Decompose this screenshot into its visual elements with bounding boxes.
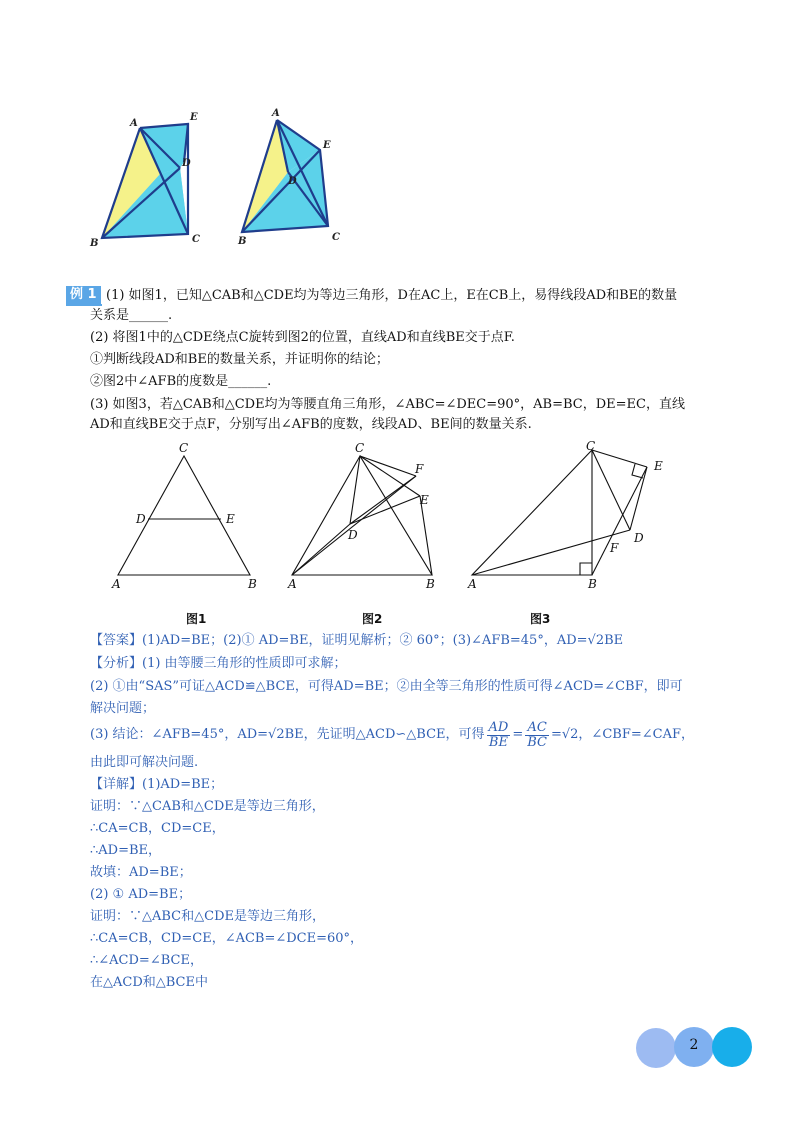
detail-line-8: ∴CA=CB，CD=CE，∠ACB=∠DCE=60°， bbox=[90, 931, 364, 946]
equals-sign: = bbox=[512, 727, 524, 742]
analysis-line-1: 【分析】(1) 由等腰三角形的性质即可求解； bbox=[90, 656, 347, 671]
left-label-A: A bbox=[130, 118, 138, 129]
fraction-ac-bc bbox=[525, 721, 549, 750]
question-line-4: ①判断线段AD和BE的数量关系，并证明你的结论； bbox=[90, 352, 389, 367]
fig1-label-D: D bbox=[136, 512, 146, 526]
page-circle-left bbox=[636, 1028, 676, 1068]
figure-3-caption: 图3 bbox=[530, 612, 551, 626]
figure-2-caption: 图2 bbox=[362, 612, 383, 626]
left-label-D: D bbox=[182, 158, 191, 169]
detail-line-3: ∴CA=CB，CD=CE， bbox=[90, 821, 225, 836]
page-number: 2 bbox=[689, 1037, 699, 1053]
top-figures bbox=[80, 100, 360, 260]
question-line-1: (1) 如图1，已知△CAB和△CDE均为等边三角形，D在AC上，E在CB上，易得线段AD和BE的数量 bbox=[106, 288, 678, 303]
analysis-line-2b: 解决问题； bbox=[90, 701, 156, 716]
example-badge-underline bbox=[66, 304, 102, 306]
fraction-ad-be bbox=[487, 721, 511, 750]
left-label-E: E bbox=[190, 112, 198, 123]
top-figure-left bbox=[89, 112, 200, 249]
right-label-C: C bbox=[332, 232, 340, 243]
fraction-1-numerator: AD bbox=[488, 719, 509, 735]
question-line-7: AD和直线BE交于点F，分别写出∠AFB的度数，线段AD、BE间的数量关系. bbox=[90, 417, 532, 432]
detail-line-10: 在△ACD和△BCE中 bbox=[90, 975, 208, 990]
fig3-label-D: D bbox=[634, 531, 644, 545]
fig1-label-A: A bbox=[112, 577, 121, 591]
fig2-label-D: D bbox=[348, 528, 358, 542]
figure-2 bbox=[292, 456, 432, 575]
fig1-label-C: C bbox=[179, 441, 189, 455]
fig3-label-A: A bbox=[468, 577, 477, 591]
detail-line-5: 故填：AD=BE； bbox=[90, 865, 192, 880]
detail-line-1: 【详解】(1)AD=BE； bbox=[90, 777, 224, 792]
analysis-line-2a: (2) ①由“SAS”可证△ACD≌△BCE，可得AD=BE；②由全等三角形的性质可得∠ACD=∠CBF，即可 bbox=[90, 679, 683, 694]
detail-line-7: 证明：∵△ABC和△CDE是等边三角形， bbox=[90, 909, 325, 924]
question-line-6: (3) 如图3，若△CAB和△CDE均为等腰直角三角形，∠ABC=∠DEC=90°，AB=BC，DE=EC，直线 bbox=[90, 397, 685, 412]
analysis-line-3-end: 由此即可解决问题. bbox=[90, 755, 199, 770]
right-label-E: E bbox=[323, 140, 331, 151]
fig2-label-A: A bbox=[288, 577, 297, 591]
analysis-3-text: (3) 结论：∠AFB=45°，AD=√2BE，先证明△ACD∽△BCE，可得 bbox=[90, 727, 485, 742]
page-circle-right bbox=[712, 1027, 752, 1067]
detail-line-4: ∴AD=BE， bbox=[90, 843, 162, 858]
left-label-B: B bbox=[90, 238, 99, 249]
fig2-label-B: B bbox=[426, 577, 435, 591]
fig2-label-F: F bbox=[415, 462, 424, 476]
detail-line-9: ∴∠ACD=∠BCE， bbox=[90, 953, 203, 968]
example-badge: 例 1 bbox=[66, 286, 101, 304]
fig3-label-B: B bbox=[588, 577, 597, 591]
fig1-label-B: B bbox=[248, 577, 257, 591]
question-line-2: 关系是______. bbox=[90, 308, 173, 323]
top-figure-right bbox=[237, 108, 340, 247]
left-label-C: C bbox=[192, 234, 200, 245]
fig1-label-E: E bbox=[226, 512, 235, 526]
answer-line: 【答案】(1)AD=BE；(2)① AD=BE，证明见解析；② 60°；(3)∠AFB=45°，AD=√2BE bbox=[90, 633, 624, 648]
fig2-label-C: C bbox=[355, 441, 365, 455]
right-label-A: A bbox=[272, 108, 280, 119]
fraction-2-numerator: AC bbox=[525, 721, 549, 736]
question-line-5: ②图2中∠AFB的度数是______. bbox=[90, 374, 272, 389]
fraction-1-denominator: BE bbox=[488, 734, 508, 750]
detail-line-6: (2) ① AD=BE； bbox=[90, 887, 192, 902]
right-label-B: B bbox=[238, 236, 247, 247]
fig3-label-F: F bbox=[610, 541, 619, 555]
figure-3 bbox=[472, 450, 647, 575]
right-label-D: D bbox=[288, 176, 297, 187]
geometry-figures bbox=[100, 436, 720, 596]
analysis-line-3 bbox=[90, 718, 694, 752]
question-line-3: (2) 将图1中的△CDE绕点C旋转到图2的位置，直线AD和直线BE交于点F. bbox=[90, 330, 515, 345]
fig2-label-E: E bbox=[420, 493, 429, 507]
analysis-3-tail: =√2，∠CBF=∠CAF， bbox=[550, 727, 694, 742]
fig3-label-E: E bbox=[654, 459, 663, 473]
fraction-2-denominator: BC bbox=[527, 734, 547, 750]
detail-line-2: 证明：∵△CAB和△CDE是等边三角形， bbox=[90, 799, 325, 814]
fig3-label-C: C bbox=[586, 439, 596, 453]
figure-1-caption: 图1 bbox=[186, 612, 207, 626]
